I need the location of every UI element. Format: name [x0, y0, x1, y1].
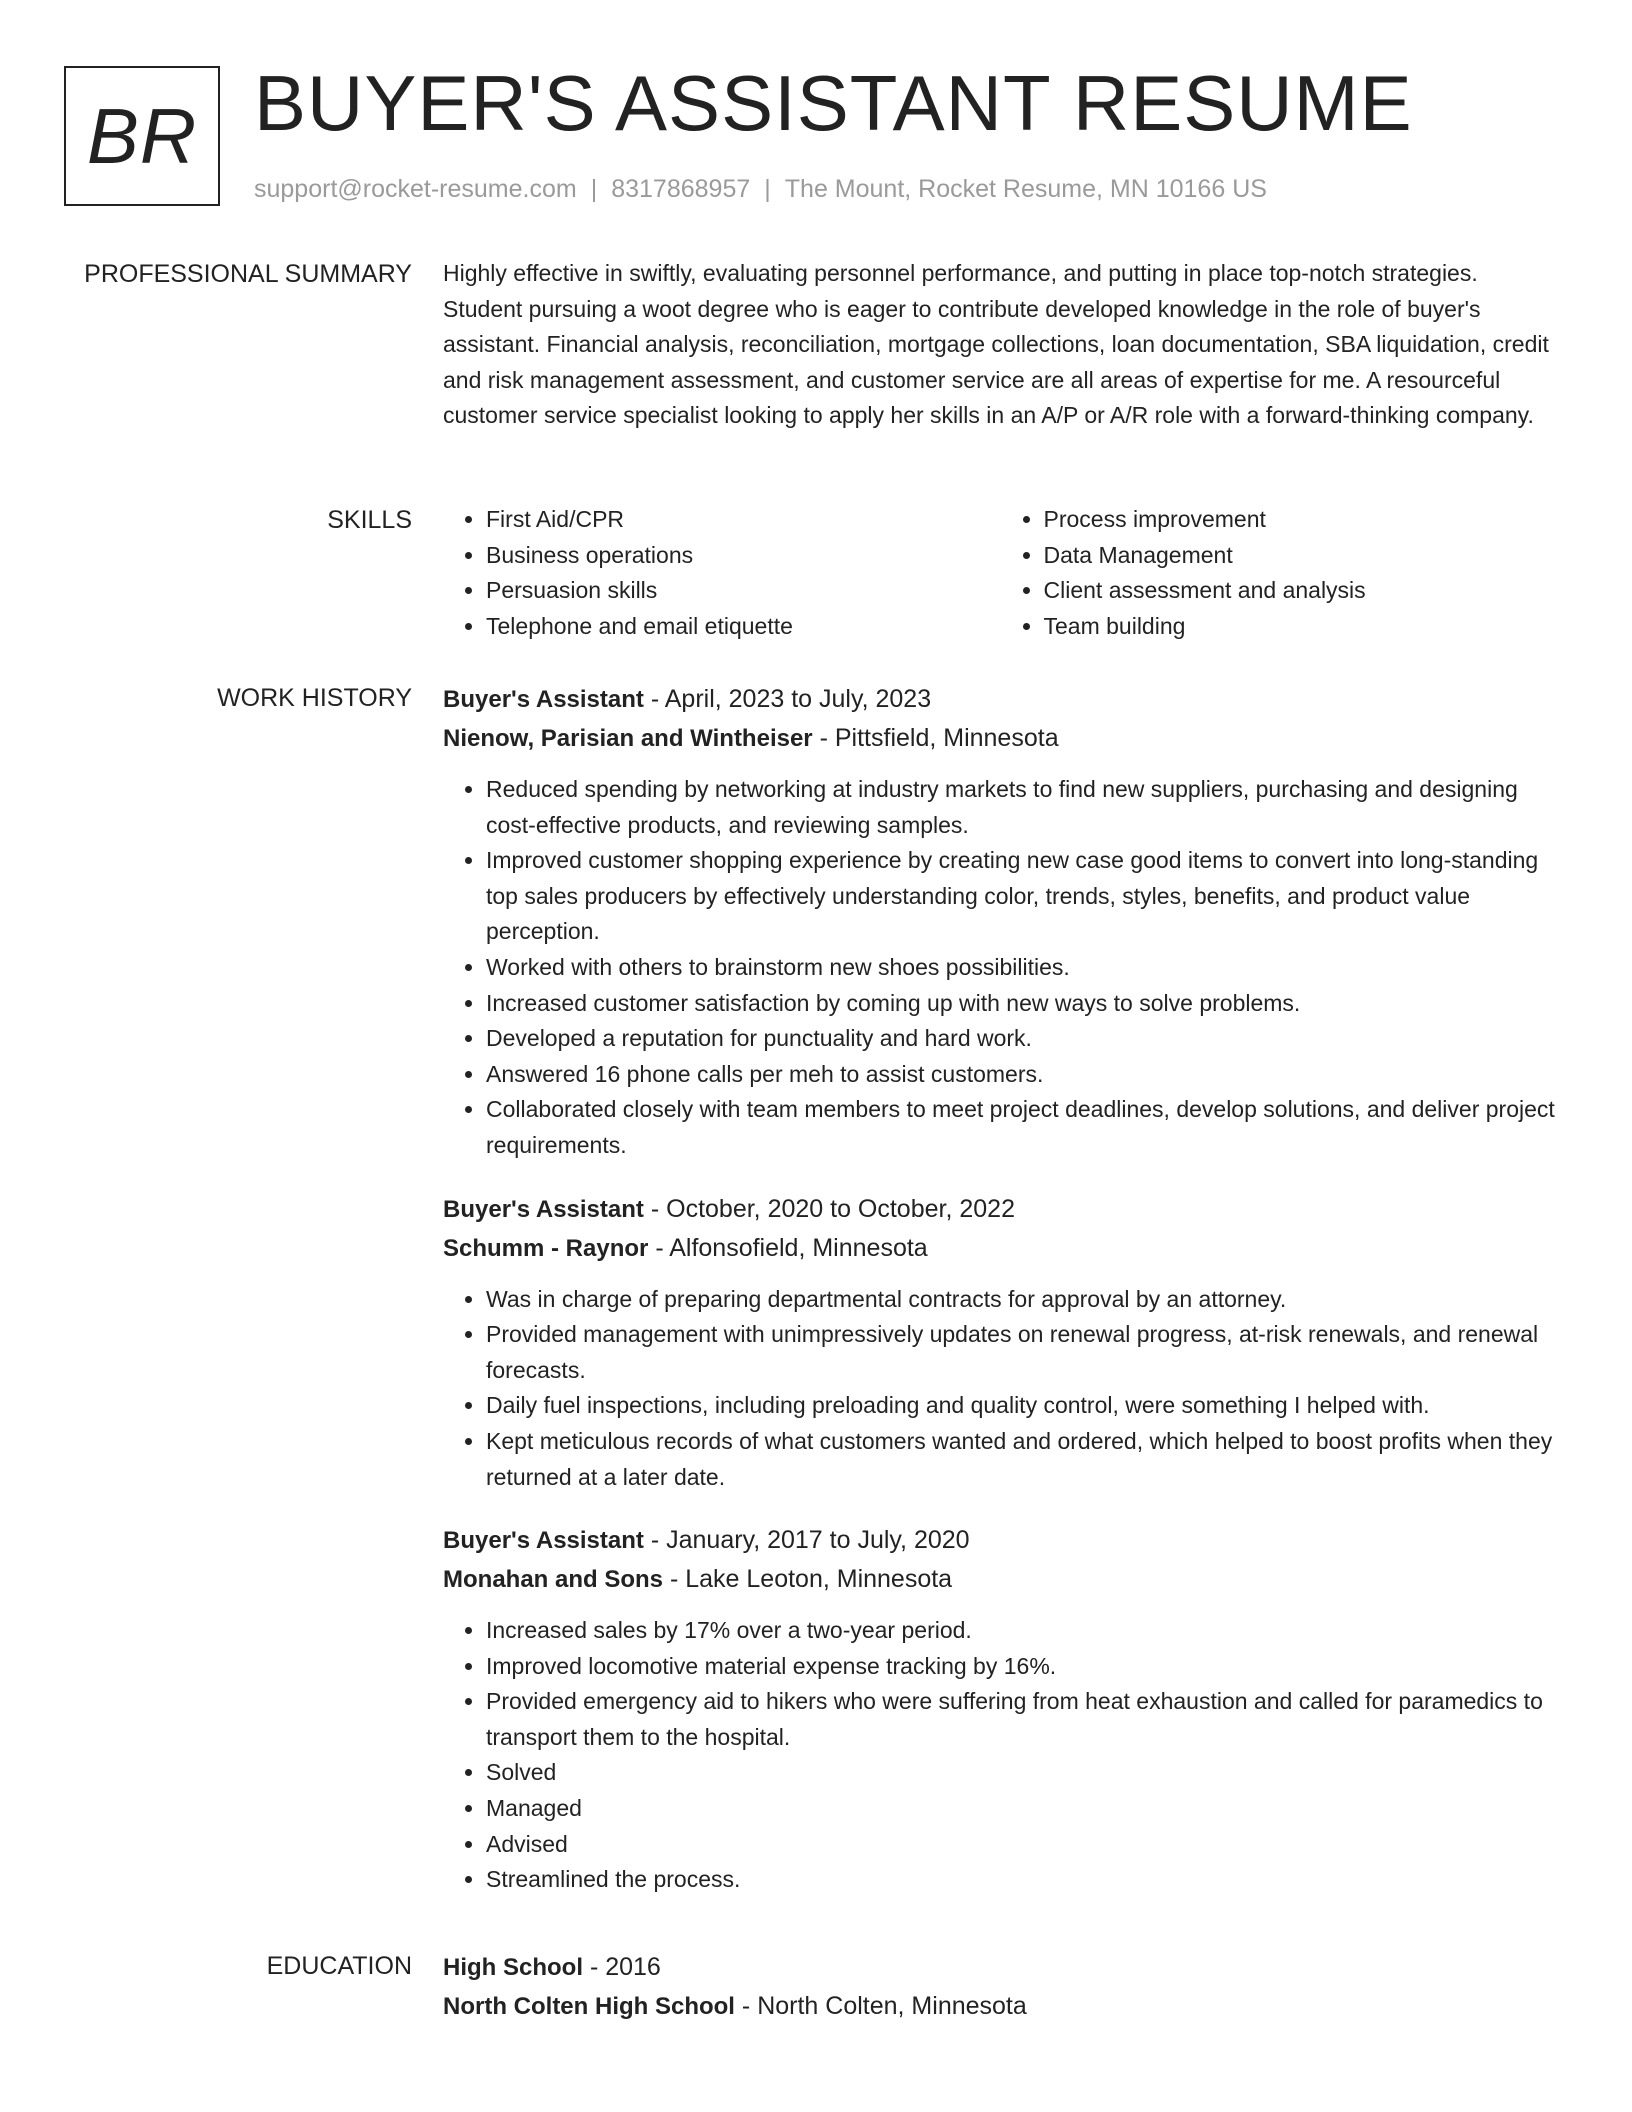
monogram-logo: BR	[64, 66, 220, 206]
education-school-line	[443, 1987, 1558, 2026]
job-bullet: • Answered 16 phone calls per meh to assist customers.	[486, 1057, 1558, 1093]
job-location: - Alfonsofield, Minnesota	[648, 1233, 928, 1262]
job-dates: - January, 2017 to July, 2020	[643, 1526, 970, 1555]
skills-heading: SKILLS	[327, 506, 412, 534]
job-title-line	[443, 680, 1558, 719]
education-school: North Colten High School	[443, 1993, 735, 2020]
skill-item: • First Aid/CPR	[486, 502, 1001, 538]
contact-separator: |	[764, 175, 771, 203]
job-bullet: • Advised	[486, 1827, 1558, 1863]
education-location: - North Colten, Minnesota	[734, 1992, 1027, 2020]
job-bullet: • Developed a reputation for punctuality and hard work.	[486, 1021, 1558, 1057]
job-title: Buyer's Assistant	[443, 1527, 644, 1555]
job-bullet: • Increased customer satisfaction by coming up with new ways to solve problems.	[486, 986, 1558, 1022]
job-bullet: • Provided management with unimpressively updates on renewal progress, at-risk renewals, and renewal forecasts.	[486, 1317, 1558, 1388]
job-bullet: • Daily fuel inspections, including preloading and quality control, were something I helped with.	[486, 1388, 1558, 1424]
job-entry	[443, 1521, 1558, 1898]
job-bullet: • Was in charge of preparing departmental contracts for approval by an attorney.	[486, 1282, 1558, 1318]
job-location: - Pittsfield, Minnesota	[812, 724, 1059, 752]
job-company-line	[443, 1560, 1558, 1599]
job-title: Buyer's Assistant	[443, 686, 644, 713]
education-year: - 2016	[583, 1953, 661, 1981]
education-degree: High School	[443, 1954, 583, 1981]
job-entry	[443, 1190, 1558, 1496]
job-company: Schumm - Raynor	[443, 1234, 649, 1262]
resume-title: BUYER'S ASSISTANT RESUME	[254, 59, 1413, 147]
job-title: Buyer's Assistant	[443, 1195, 644, 1223]
work-history-heading: WORK HISTORY	[217, 684, 412, 712]
job-bullet: • Collaborated closely with team members to meet project deadlines, develop solutions, and deliver project requirements.	[486, 1092, 1558, 1163]
job-company-line	[443, 1229, 1558, 1268]
job-company: Nienow, Parisian and Wintheiser	[443, 725, 813, 752]
skills-list-left	[443, 502, 1001, 644]
contact-email: support@rocket-resume.com	[254, 175, 577, 203]
skill-item: • Client assessment and analysis	[1044, 573, 1559, 609]
skill-item: • Persuasion skills	[486, 573, 1001, 609]
job-title-line	[443, 1190, 1558, 1229]
job-title-line	[443, 1521, 1558, 1560]
education-degree-line	[443, 1948, 1558, 1987]
job-entry	[443, 680, 1558, 1164]
contact-address: The Mount, Rocket Resume, MN 10166 US	[784, 175, 1267, 203]
contact-line	[254, 174, 1267, 204]
job-bullets	[443, 772, 1558, 1164]
job-bullet: • Streamlined the process.	[486, 1862, 1558, 1898]
job-bullets	[443, 1613, 1558, 1898]
contact-phone: 8317868957	[611, 175, 751, 203]
summary-text: Highly effective in swiftly, evaluating personnel performance, and putting in place top-notch strategies. Student pursuing a woot degree who is eager to contribute developed knowledge in the role of buyer's assistant. Financial analysis, reconciliation, mortgage collections, loan documentation, SBA liquidation, credit and risk management assessment, and customer service are all areas of expertise for me. A resourceful customer service specialist looking to apply her skills in an A/P or A/R role with a forward-thinking company.	[443, 260, 1549, 429]
job-bullet: • Worked with others to brainstorm new shoes possibilities.	[486, 950, 1558, 986]
contact-separator: |	[590, 175, 598, 203]
education-heading: EDUCATION	[266, 1952, 412, 1980]
skill-item: • Business operations	[486, 538, 1001, 574]
job-company-line	[443, 719, 1558, 758]
job-bullet: • Managed	[486, 1791, 1558, 1827]
skill-item: • Process improvement	[1044, 502, 1559, 538]
job-bullet: • Provided emergency aid to hikers who were suffering from heat exhaustion and called for paramedics to transport them to the hospital.	[486, 1684, 1558, 1755]
job-bullets	[443, 1282, 1558, 1496]
job-bullet: • Improved locomotive material expense tracking by 16%.	[486, 1649, 1558, 1685]
skill-item: • Telephone and email etiquette	[486, 609, 1001, 645]
job-bullet: • Kept meticulous records of what customers wanted and ordered, which helped to boost profits when they returned at a later date.	[486, 1424, 1558, 1495]
job-bullet: • Reduced spending by networking at industry markets to find new suppliers, purchasing and designing cost-effective products, and reviewing samples.	[486, 772, 1558, 843]
skill-item: • Team building	[1044, 609, 1559, 645]
job-bullet: • Improved customer shopping experience by creating new case good items to convert into long-standing top sales producers by effectively understanding color, trends, styles, benefits, and product value perception.	[486, 843, 1558, 950]
job-bullet: • Solved	[486, 1755, 1558, 1791]
skills-list-right	[1001, 502, 1559, 644]
job-company: Monahan and Sons	[443, 1566, 664, 1594]
summary-heading: PROFESSIONAL SUMMARY	[84, 260, 412, 288]
job-bullet: • Increased sales by 17% over a two-year period.	[486, 1613, 1558, 1649]
job-dates: - April, 2023 to July, 2023	[643, 685, 932, 713]
skill-item: • Data Management	[1044, 538, 1559, 574]
job-location: - Lake Leoton, Minnesota	[663, 1565, 953, 1594]
job-dates: - October, 2020 to October, 2022	[643, 1194, 1015, 1223]
